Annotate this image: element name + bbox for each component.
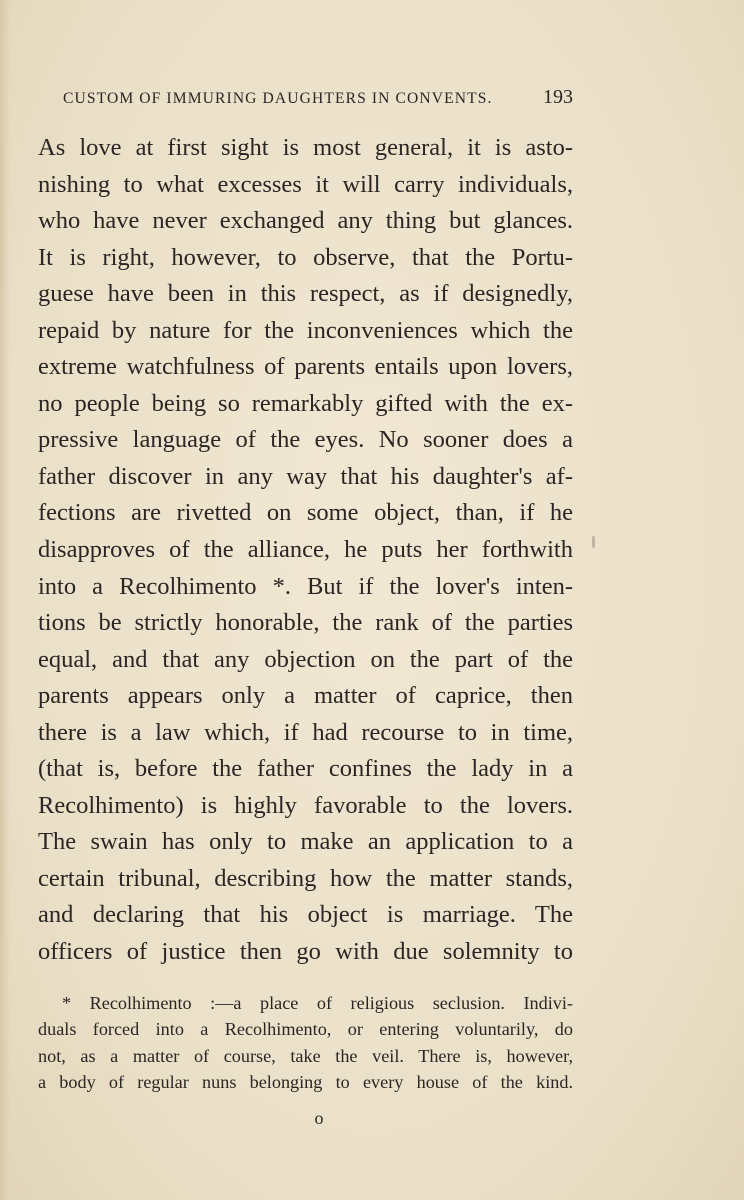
footnote-line: not, as a matter of course, take the veil. There is, however, [38, 1045, 573, 1066]
body-line: fections are rivetted on some object, than, if he [38, 499, 573, 527]
body-line: nishing to what excesses it will carry individuals, [38, 170, 573, 198]
body-text [38, 130, 573, 971]
body-line: officers of justice then go with due solemnity to [38, 938, 573, 966]
footnote-line: a body of regular nuns belonging to every house of the kind. [38, 1072, 573, 1093]
page-gutter-shadow [0, 0, 10, 1200]
body-line: who have never exchanged any thing but glances. [38, 207, 573, 235]
body-line: The swain has only to make an application to a [38, 828, 573, 856]
footnote [38, 990, 573, 1096]
body-line: pressive language of the eyes. No sooner does a [38, 426, 573, 454]
body-line: and declaring that his object is marriage. The [38, 901, 573, 929]
body-line: no people being so remarkably gifted with the ex- [38, 389, 573, 417]
body-line: repaid by nature for the inconveniences which the [38, 316, 573, 344]
body-line: certain tribunal, describing how the matter stands, [38, 864, 573, 892]
body-line: extreme watchfulness of parents entails upon lovers, [38, 353, 573, 381]
signature-mark: o [314, 1108, 324, 1128]
body-line: guese have been in this respect, as if designedly, [38, 280, 573, 308]
running-head [63, 86, 573, 112]
body-line: tions be strictly honorable, the rank of the parties [38, 609, 573, 637]
footnote-line: duals forced into a Recolhimento, or entering voluntarily, do [38, 1019, 573, 1040]
body-line: parents appears only a matter of caprice, then [38, 682, 573, 710]
body-line: into a Recolhimento *. But if the lover's inten- [38, 572, 573, 600]
running-title: CUSTOM OF IMMURING DAUGHTERS IN CONVENTS. [63, 90, 493, 107]
body-line: It is right, however, to observe, that the Portu- [38, 243, 573, 271]
body-line: equal, and that any objection on the part of the [38, 645, 573, 673]
body-line: disapproves of the alliance, he puts her forthwith [38, 536, 573, 564]
margin-ink-mark [592, 536, 595, 548]
body-line: (that is, before the father confines the lady in a [38, 755, 573, 783]
body-line: father discover in any way that his daughter's af- [38, 462, 573, 490]
footnote-line: * Recolhimento :—a place of religious seclusion. Indivi- [62, 993, 573, 1013]
body-line: As love at first sight is most general, it is asto- [38, 134, 573, 161]
page-number: 193 [543, 86, 573, 108]
body-line: Recolhimento) is highly favorable to the lovers. [38, 791, 573, 819]
body-line: there is a law which, if had recourse to in time, [38, 718, 573, 746]
